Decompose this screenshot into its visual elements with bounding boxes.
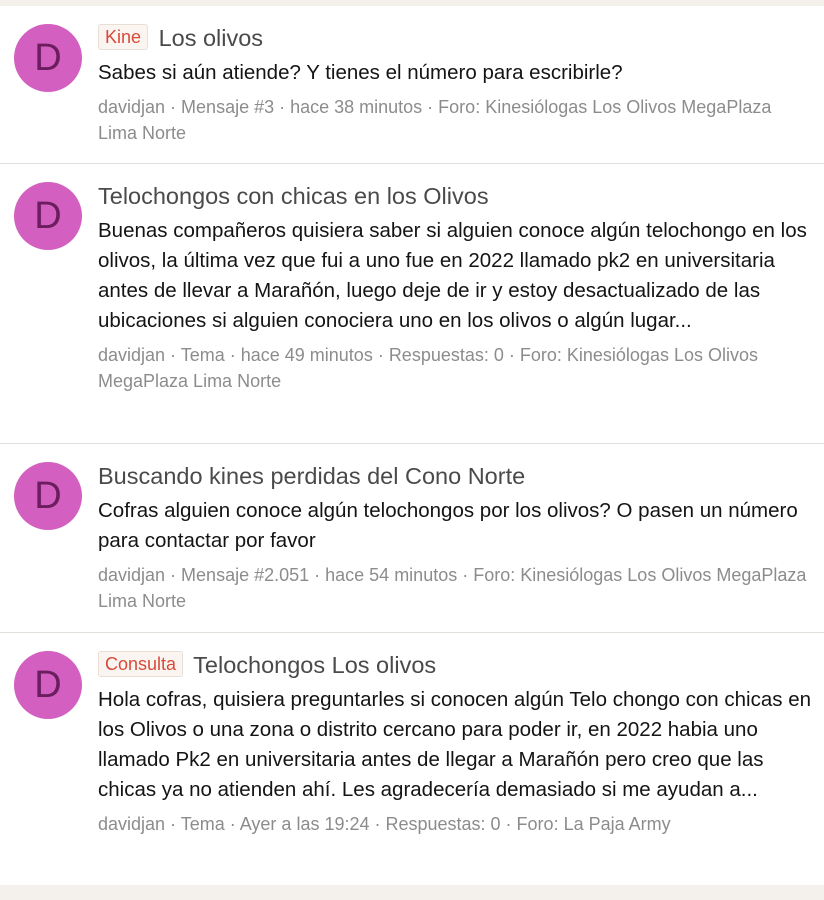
result-meta: davidjan · Tema · Ayer a las 19:24 · Respuestas: 0 · Foro: La Paja Army — [98, 814, 671, 834]
search-result-item — [0, 6, 824, 164]
user-avatar[interactable]: D — [14, 24, 82, 92]
result-snippet: Hola cofras, quisiera preguntarles si conocen algún Telo chongo con chicas en los Olivos o una zona o distrito cercano para poder ir, en 2022 habia uno llamado Pk2 en universitaria antes de llegar a Marañón pero creo que las chicas ya no atienden ahí. Les agradecería demasiado si me ayudan a... — [98, 688, 812, 801]
result-title-link[interactable]: Los olivos — [158, 25, 264, 51]
user-avatar[interactable]: D — [14, 651, 82, 719]
result-title-line — [98, 650, 812, 680]
result-title-link[interactable]: Buscando kines perdidas del Cono Norte — [98, 463, 526, 489]
search-results-list — [0, 6, 824, 885]
result-title-link[interactable]: Telochongos Los olivos — [193, 652, 437, 678]
search-result-item — [0, 444, 824, 633]
search-result-item — [0, 164, 824, 444]
result-title-line — [98, 23, 812, 53]
result-snippet: Sabes si aún atiende? Y tienes el número para escribirle? — [98, 61, 623, 84]
result-title-line — [98, 181, 812, 211]
result-title-link[interactable]: Telochongos con chicas en los Olivos — [98, 183, 489, 209]
thread-prefix-badge[interactable]: Kine — [98, 24, 148, 50]
result-meta: davidjan · Mensaje #2.051 · hace 54 minutos · Foro: Kinesiólogas Los Olivos MegaPlaza Lima Norte — [98, 565, 807, 611]
result-title-line — [98, 461, 812, 491]
result-snippet: Cofras alguien conoce algún telochongos por los olivos? O pasen un número para contactar por favor — [98, 499, 798, 552]
user-avatar[interactable]: D — [14, 182, 82, 250]
result-snippet: Buenas compañeros quisiera saber si alguien conoce algún telochongo en los olivos, la última vez que fui a uno fue en 2022 llamado pk2 en universitaria antes de llevar a Marañón, luego deje de ir y estoy desactualizado de las ubicaciones si alguien conociera uno en los olivos o algún lugar... — [98, 219, 807, 332]
result-meta: davidjan · Tema · hace 49 minutos · Respuestas: 0 · Foro: Kinesiólogas Los Olivos MegaPlaza Lima Norte — [98, 345, 758, 391]
search-result-item — [0, 633, 824, 885]
user-avatar[interactable]: D — [14, 462, 82, 530]
bottom-page-strip — [0, 885, 824, 900]
thread-prefix-badge[interactable]: Consulta — [98, 651, 183, 677]
result-meta: davidjan · Mensaje #3 · hace 38 minutos · Foro: Kinesiólogas Los Olivos MegaPlaza Lima Norte — [98, 97, 772, 143]
